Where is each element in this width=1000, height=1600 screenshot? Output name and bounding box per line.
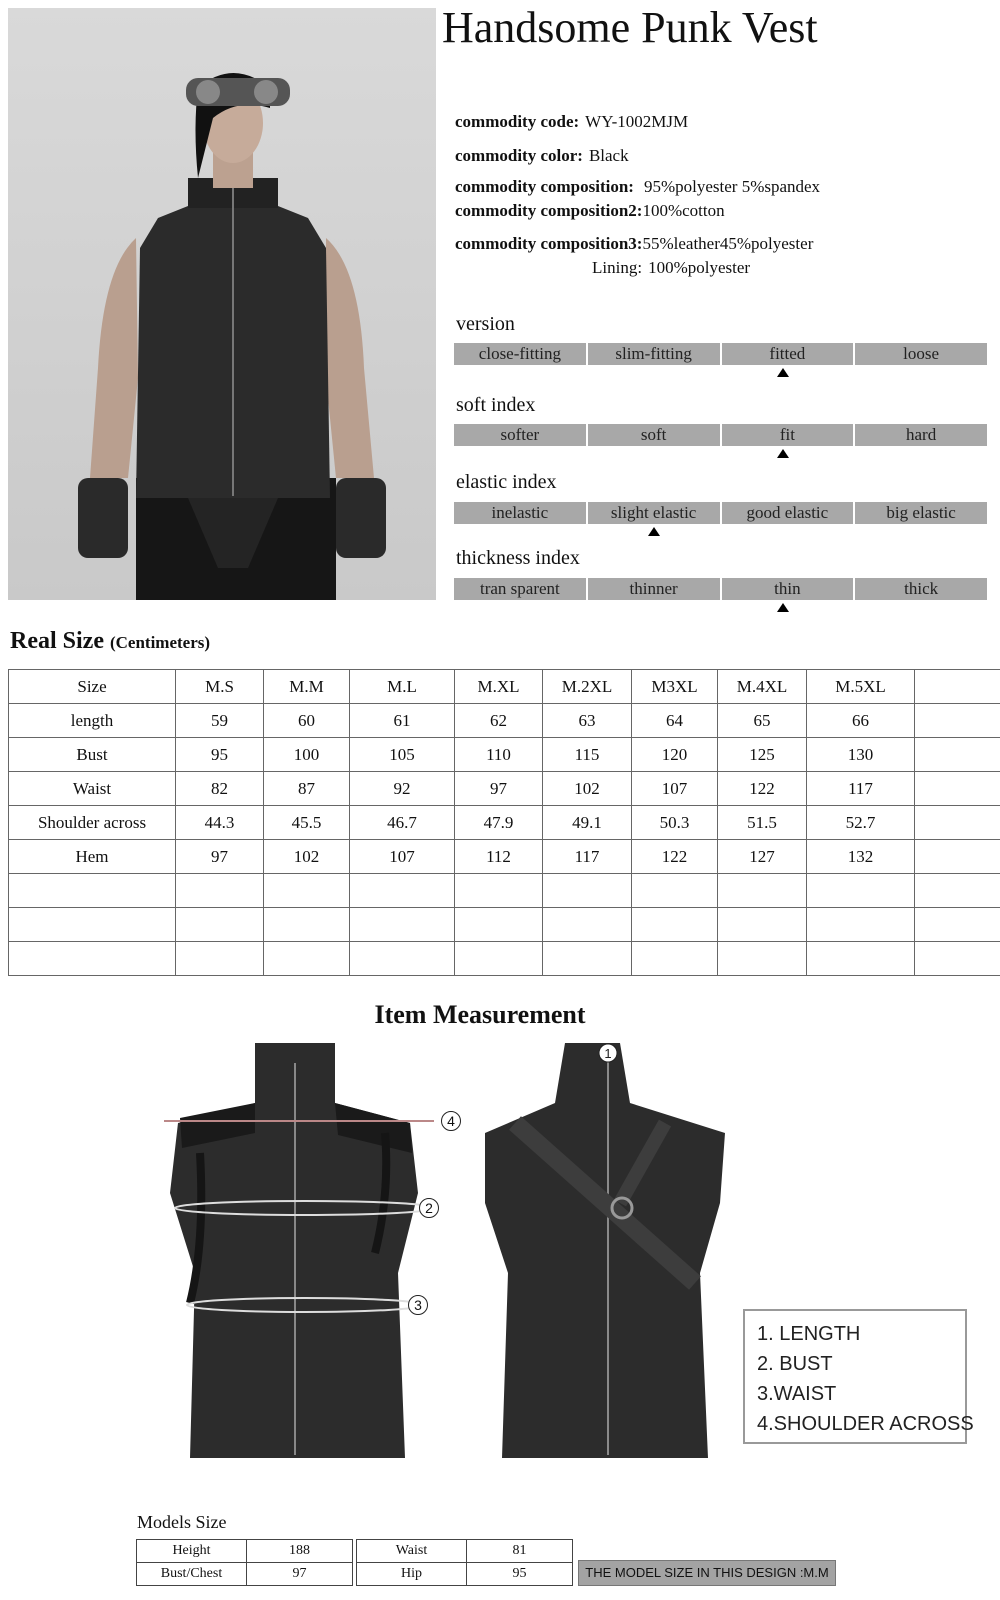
- spec-code: commodity code: WY-1002MJM: [455, 112, 689, 131]
- table-cell: [915, 738, 1000, 772]
- model-size-note: THE MODEL SIZE IN THIS DESIGN :M.M: [578, 1560, 836, 1586]
- table-header-cell: M.S: [176, 670, 264, 704]
- table-cell: 132: [807, 840, 915, 874]
- table-cell: [632, 874, 718, 908]
- table-cell: 61: [350, 704, 455, 738]
- spec-color: commodity color: Black: [455, 146, 629, 165]
- table-cell: 47.9: [455, 806, 543, 840]
- real-size-unit: (Centimeters): [109, 633, 211, 652]
- legend-item: 3.WAIST: [757, 1383, 837, 1405]
- table-header-cell: M.5XL: [807, 670, 915, 704]
- scale-option: hard: [855, 424, 987, 446]
- table-row: [9, 908, 1000, 942]
- table-cell: Waist: [357, 1540, 467, 1563]
- measurement-title: Item Measurement: [374, 1000, 586, 1029]
- table-cell: 82: [176, 772, 264, 806]
- version-scale: [454, 343, 987, 365]
- legend-item: 4.SHOULDER ACROSS: [757, 1413, 974, 1435]
- models-size-title: Models Size: [137, 1512, 227, 1532]
- table-cell: 95: [467, 1563, 573, 1586]
- version-label: version: [456, 313, 515, 335]
- table-cell: Height: [137, 1540, 247, 1563]
- scale-option: thin: [722, 578, 854, 600]
- scale-option: loose: [855, 343, 987, 365]
- table-cell: [455, 942, 543, 976]
- table-cell: [632, 942, 718, 976]
- table-cell: [9, 942, 176, 976]
- table-cell: [915, 806, 1000, 840]
- selected-marker-icon: [777, 603, 789, 612]
- table-header-cell: M.XL: [455, 670, 543, 704]
- table-cell: 50.3: [632, 806, 718, 840]
- table-cell: 63: [543, 704, 632, 738]
- table-cell: 97: [247, 1563, 353, 1586]
- real-size-title: Real Size (Centimeters): [10, 628, 211, 654]
- table-cell: 51.5: [718, 806, 807, 840]
- table-header-cell: Size: [9, 670, 176, 704]
- table-cell: [350, 874, 455, 908]
- table-row: [9, 772, 1000, 806]
- vest-front-diagram: [160, 1043, 450, 1463]
- table-header-cell: M.L: [350, 670, 455, 704]
- table-cell: 59: [176, 704, 264, 738]
- table-cell: [176, 908, 264, 942]
- table-cell: 46.7: [350, 806, 455, 840]
- table-cell: [807, 874, 915, 908]
- table-cell: 64: [632, 704, 718, 738]
- table-cell: [264, 908, 350, 942]
- table-cell: 107: [632, 772, 718, 806]
- scale-option: soft: [588, 424, 720, 446]
- scale-option: slim-fitting: [588, 343, 720, 365]
- table-cell: 65: [718, 704, 807, 738]
- table-cell: [718, 908, 807, 942]
- table-row: [9, 840, 1000, 874]
- table-header-cell: M3XL: [632, 670, 718, 704]
- table-cell: [632, 908, 718, 942]
- marker-4-icon: 4: [441, 1111, 461, 1131]
- elastic-index-label: elastic index: [456, 471, 557, 493]
- table-cell: 125: [718, 738, 807, 772]
- table-cell: 95: [176, 738, 264, 772]
- table-cell: [718, 874, 807, 908]
- scale-option: fit: [722, 424, 854, 446]
- thickness-index-label: thickness index: [456, 547, 580, 569]
- table-header-cell: [915, 670, 1000, 704]
- table-cell: Shoulder across: [9, 806, 176, 840]
- models-size-table-right: [356, 1539, 573, 1586]
- table-cell: 100: [264, 738, 350, 772]
- table-cell: [9, 874, 176, 908]
- table-cell: 110: [455, 738, 543, 772]
- table-cell: 45.5: [264, 806, 350, 840]
- table-cell: [807, 908, 915, 942]
- product-title: Handsome Punk Vest: [442, 3, 818, 52]
- marker-2-icon: 2: [419, 1198, 439, 1218]
- table-cell: [9, 908, 176, 942]
- table-cell: [543, 908, 632, 942]
- table-row: [357, 1563, 573, 1586]
- table-cell: 127: [718, 840, 807, 874]
- table-cell: [350, 908, 455, 942]
- table-row: [9, 738, 1000, 772]
- table-cell: 87: [264, 772, 350, 806]
- table-cell: [176, 942, 264, 976]
- table-cell: [176, 874, 264, 908]
- table-cell: [264, 874, 350, 908]
- selected-marker-icon: [777, 449, 789, 458]
- table-cell: 122: [718, 772, 807, 806]
- table-cell: [543, 874, 632, 908]
- table-cell: [455, 908, 543, 942]
- legend-item: 2. BUST: [757, 1353, 833, 1375]
- spec-lining: Lining: 100%polyester: [592, 258, 751, 277]
- table-cell: 52.7: [807, 806, 915, 840]
- model-photo: [8, 8, 436, 600]
- vest-back-diagram: [470, 1043, 740, 1463]
- legend-item: 1. LENGTH: [757, 1323, 861, 1345]
- table-cell: [543, 942, 632, 976]
- scale-option: inelastic: [454, 502, 586, 524]
- table-cell: [915, 840, 1000, 874]
- thickness-index-scale: [454, 578, 987, 600]
- table-cell: 105: [350, 738, 455, 772]
- scale-option: thinner: [588, 578, 720, 600]
- marker-3-icon: 3: [408, 1295, 428, 1315]
- table-cell: [915, 942, 1000, 976]
- table-header-cell: M.2XL: [543, 670, 632, 704]
- table-cell: 92: [350, 772, 455, 806]
- table-row: [9, 704, 1000, 738]
- table-row: [9, 942, 1000, 976]
- table-cell: 60: [264, 704, 350, 738]
- table-cell: 102: [264, 840, 350, 874]
- table-cell: 49.1: [543, 806, 632, 840]
- models-size-table-left: [136, 1539, 353, 1586]
- spec-composition: commodity composition: 95%polyester 5%spandex: [455, 177, 821, 196]
- table-row: [9, 806, 1000, 840]
- table-cell: Bust/Chest: [137, 1563, 247, 1586]
- scale-option: slight elastic: [588, 502, 720, 524]
- table-cell: 107: [350, 840, 455, 874]
- scale-option: softer: [454, 424, 586, 446]
- table-cell: 97: [176, 840, 264, 874]
- table-cell: 62: [455, 704, 543, 738]
- marker-1-icon: 1: [604, 1046, 612, 1061]
- table-header-cell: M.M: [264, 670, 350, 704]
- table-row: [137, 1563, 353, 1586]
- table-cell: 122: [632, 840, 718, 874]
- scale-option: thick: [855, 578, 987, 600]
- table-cell: [807, 942, 915, 976]
- table-header-row: [9, 670, 1000, 704]
- elastic-index-scale: [454, 502, 987, 524]
- table-cell: 188: [247, 1540, 353, 1563]
- scale-option: fitted: [722, 343, 854, 365]
- table-cell: [915, 772, 1000, 806]
- scale-option: close-fitting: [454, 343, 586, 365]
- spec-composition3: commodity composition3:55%leather45%polyester: [455, 234, 814, 253]
- table-cell: 81: [467, 1540, 573, 1563]
- table-cell: 117: [543, 840, 632, 874]
- table-cell: Waist: [9, 772, 176, 806]
- table-cell: [915, 908, 1000, 942]
- table-cell: Bust: [9, 738, 176, 772]
- table-row: [9, 874, 1000, 908]
- table-cell: [915, 874, 1000, 908]
- table-cell: 97: [455, 772, 543, 806]
- size-table: [8, 669, 1000, 976]
- soft-index-scale: [454, 424, 987, 446]
- table-cell: 112: [455, 840, 543, 874]
- table-header-cell: M.4XL: [718, 670, 807, 704]
- table-cell: [350, 942, 455, 976]
- table-row: [137, 1540, 353, 1563]
- table-cell: 66: [807, 704, 915, 738]
- table-cell: 44.3: [176, 806, 264, 840]
- measurement-legend: [743, 1309, 974, 1444]
- selected-marker-icon: [777, 368, 789, 377]
- table-cell: Hem: [9, 840, 176, 874]
- selected-marker-icon: [648, 527, 660, 536]
- table-cell: 102: [543, 772, 632, 806]
- scale-option: tran sparent: [454, 578, 586, 600]
- scale-option: big elastic: [855, 502, 987, 524]
- table-cell: [915, 704, 1000, 738]
- table-cell: Hip: [357, 1563, 467, 1586]
- spec-composition2: commodity composition2:100%cotton: [455, 201, 725, 220]
- table-cell: [718, 942, 807, 976]
- soft-index-label: soft index: [456, 394, 536, 416]
- table-cell: 115: [543, 738, 632, 772]
- table-row: [357, 1540, 573, 1563]
- scale-option: good elastic: [722, 502, 854, 524]
- table-cell: 130: [807, 738, 915, 772]
- table-cell: [264, 942, 350, 976]
- table-cell: [455, 874, 543, 908]
- table-cell: length: [9, 704, 176, 738]
- table-cell: 117: [807, 772, 915, 806]
- table-cell: 120: [632, 738, 718, 772]
